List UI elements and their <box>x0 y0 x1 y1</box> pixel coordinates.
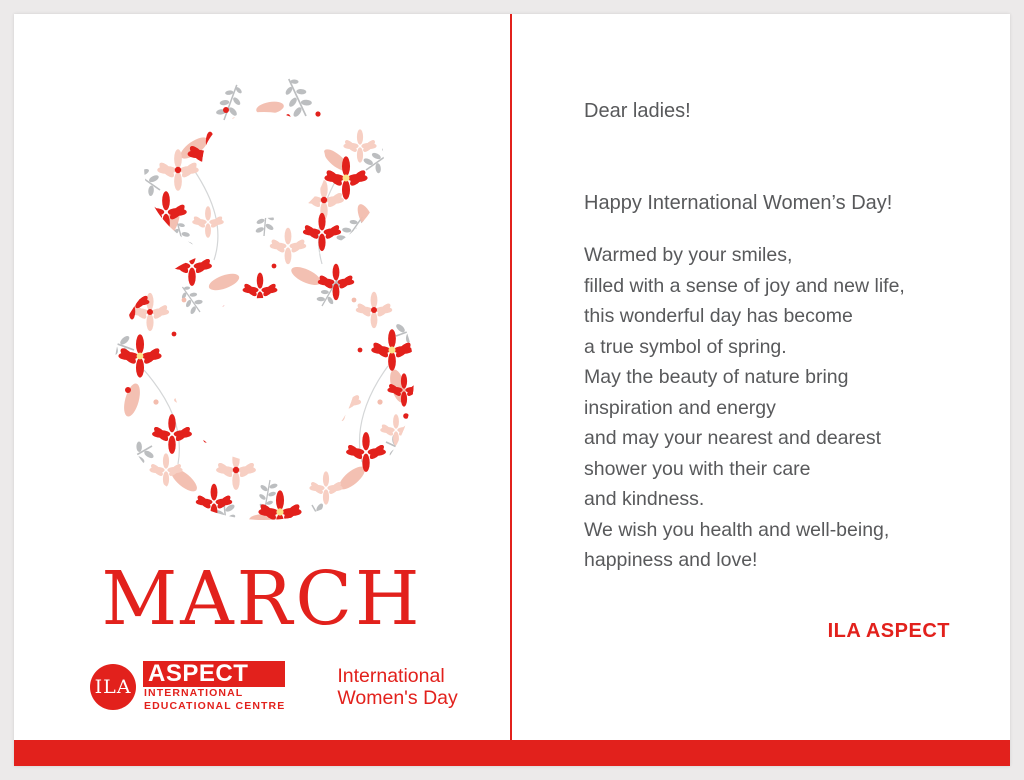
ila-logo-title: ASPECT <box>143 661 285 687</box>
iwd-logo-line-2: Women's Day <box>337 687 458 709</box>
international-womens-day-logo <box>337 665 457 710</box>
poem-line: and may your nearest and dearest <box>584 427 882 449</box>
greeting-text: Dear ladies! <box>584 100 691 122</box>
footer-bar <box>14 740 1010 766</box>
poem-line: We wish you health and well-being, <box>584 518 890 541</box>
poem-line: inspiration and energy <box>584 396 776 419</box>
poem-text <box>584 240 1010 576</box>
poem-line: Warmed by your smiles, <box>584 244 793 266</box>
poem-line: a true symbol of spring. <box>584 335 787 358</box>
poem-line: shower you with their care <box>584 457 811 480</box>
ila-aspect-logo <box>90 661 285 713</box>
poem-line: filled with a sense of joy and new life, <box>584 274 905 297</box>
march-word: MARCH <box>101 556 423 642</box>
card-left-panel <box>14 14 510 740</box>
signature-text: ILA ASPECT <box>827 620 950 642</box>
poem-line: happiness and love! <box>584 549 758 571</box>
ila-monogram-icon: ILA <box>90 664 136 710</box>
iwd-logo-line-1: International <box>337 664 445 687</box>
floral-eight-graphic <box>74 50 454 565</box>
card-right-panel <box>510 14 1010 740</box>
poem-line: and kindness. <box>584 488 705 510</box>
ila-logo-subtitle-2: EDUCATIONAL CENTRE <box>144 700 286 713</box>
ila-logo-text <box>143 661 285 713</box>
poem-line: this wonderful day has become <box>584 305 853 327</box>
card-body <box>14 14 1010 740</box>
floral-number-eight-icon <box>74 50 454 565</box>
poem-line: May the beauty of nature bring <box>584 366 849 388</box>
ila-logo-subtitle-1: INTERNATIONAL <box>144 686 244 699</box>
headline-text: Happy International Women’s Day! <box>584 192 893 214</box>
greeting-card <box>14 14 1010 766</box>
logo-row <box>90 652 490 722</box>
